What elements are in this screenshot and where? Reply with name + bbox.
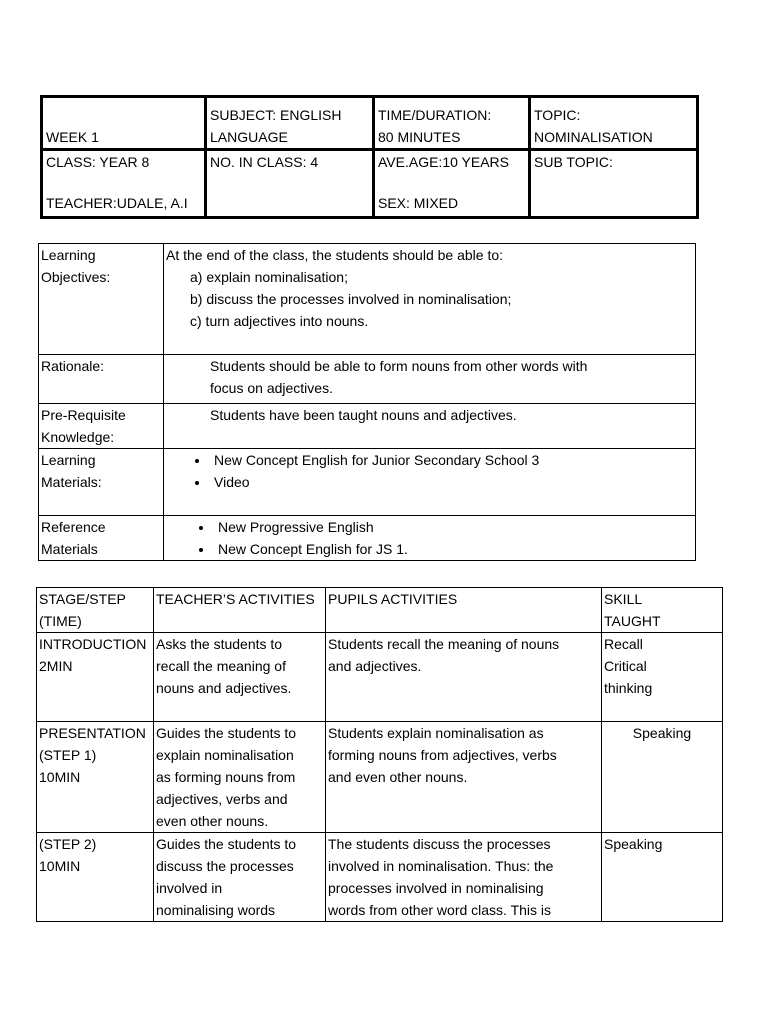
class-text: CLASS: YEAR 8 (46, 154, 150, 171)
pupils-activity-text: Students explain nominalisation as forming nouns from adjectives, verbs and even other nouns. (328, 725, 557, 785)
topic-cell (530, 97, 698, 150)
header-teacher-activities (154, 588, 326, 633)
skill-text: Recall Critical thinking (604, 636, 653, 696)
pupils-activity-cell (326, 722, 602, 833)
learning-objectives-cell (164, 244, 696, 355)
rationale-text: Students should be able to form nouns from other words with focus on adjectives. (210, 358, 588, 396)
pupils-activity-cell (326, 833, 602, 922)
activities-table (36, 587, 723, 922)
no-in-class-cell (206, 150, 374, 218)
skill-text: Speaking (632, 725, 692, 741)
skill-text: Speaking (604, 836, 663, 852)
teacher-activity-text: Guides the students to explain nominalisation as forming nouns from adjectives, verbs and even other nouns. (156, 725, 297, 829)
materials-list (166, 449, 693, 493)
table-row (37, 833, 723, 922)
subject-text: SUBJECT: ENGLISH LANGUAGE (210, 107, 342, 146)
class-teacher-cell (42, 150, 206, 218)
header-pupils-text: PUPILS ACTIVITIES (328, 591, 458, 607)
reference-item: • New Concept English for JS 1. (214, 538, 693, 560)
objective-item: c) turn adjectives into nouns. (190, 313, 369, 329)
lesson-header-table (40, 95, 699, 219)
stage-text: PRESENTATION (STEP 1) 10MIN (39, 725, 146, 785)
reference-item: • New Progressive English (214, 516, 693, 538)
sex-text: SEX: MIXED (378, 195, 459, 212)
skill-cell (602, 833, 723, 922)
teacher-activity-cell (154, 633, 326, 722)
teacher-activity-text: Guides the students to discuss the processes involved in nominalising words (156, 836, 297, 918)
material-item: • New Concept English for Junior Secondary School 3 (210, 449, 693, 471)
teacher-activity-text: Asks the students to recall the meaning of nouns and adjectives. (156, 636, 292, 696)
rationale-label-cell (39, 355, 164, 404)
header-skill-taught (602, 588, 723, 633)
stage-text: INTRODUCTION 2MIN (39, 636, 147, 674)
learning-objectives-label-cell (39, 244, 164, 355)
table-row (37, 722, 723, 833)
table-row (37, 633, 723, 722)
teacher-activity-cell (154, 833, 326, 922)
teacher-activity-cell (154, 722, 326, 833)
materials-label: Learning Materials: (41, 452, 102, 490)
header-skill-text: SKILL TAUGHT (604, 591, 661, 629)
reference-list (166, 516, 693, 560)
no-in-class-text: NO. IN CLASS: 4 (210, 154, 319, 171)
skill-cell (602, 633, 723, 722)
week-text: WEEK 1 (46, 129, 99, 146)
prereq-label: Pre-Requisite Knowledge: (41, 407, 126, 445)
header-stage (37, 588, 154, 633)
objective-item: b) discuss the processes involved in nominalisation; (190, 291, 512, 307)
stage-cell (37, 833, 154, 922)
pupils-activity-text: The students discuss the processes involved in nominalisation. Thus: the processes involved in nominalising words from other word class. This is (328, 836, 554, 918)
objectives-list (166, 266, 693, 332)
header-teacher-text: TEACHER’S ACTIVITIES (156, 591, 315, 607)
ave-age-text: AVE.AGE:10 YEARS (378, 154, 509, 171)
pupils-activity-cell (326, 633, 602, 722)
materials-label-cell (39, 449, 164, 516)
subject-cell (206, 97, 374, 150)
skill-cell (602, 722, 723, 833)
week-cell (42, 97, 206, 150)
age-sex-cell (374, 150, 530, 218)
topic-text: TOPIC: NOMINALISATION (534, 107, 653, 146)
objectives-intro: At the end of the class, the students should be able to: (166, 247, 504, 263)
rationale-cell (164, 355, 696, 404)
header-pupils-activities (326, 588, 602, 633)
prereq-label-cell (39, 404, 164, 449)
pupils-activity-text: Students recall the meaning of nouns and adjectives. (328, 636, 560, 674)
sub-topic-cell (530, 150, 698, 218)
time-duration-cell (374, 97, 530, 150)
header-stage-text: STAGE/STEP (TIME) (39, 591, 126, 629)
rationale-label: Rationale: (41, 358, 105, 374)
stage-cell (37, 633, 154, 722)
teacher-text: TEACHER:UDALE, A.I (46, 195, 188, 212)
sub-topic-text: SUB TOPIC: (534, 154, 613, 171)
reference-cell (164, 516, 696, 561)
prereq-text: Students have been taught nouns and adjectives. (210, 407, 517, 423)
reference-label-cell (39, 516, 164, 561)
stage-text: (STEP 2) 10MIN (39, 836, 97, 874)
objectives-table (38, 243, 696, 561)
learning-objectives-label: Learning Objectives: (41, 247, 111, 285)
prereq-cell (164, 404, 696, 449)
reference-label: Reference Materials (41, 519, 106, 557)
stage-cell (37, 722, 154, 833)
time-duration-text: TIME/DURATION: 80 MINUTES (378, 107, 492, 146)
material-item: • Video (210, 471, 693, 493)
materials-cell (164, 449, 696, 516)
objective-item: a) explain nominalisation; (190, 269, 348, 285)
